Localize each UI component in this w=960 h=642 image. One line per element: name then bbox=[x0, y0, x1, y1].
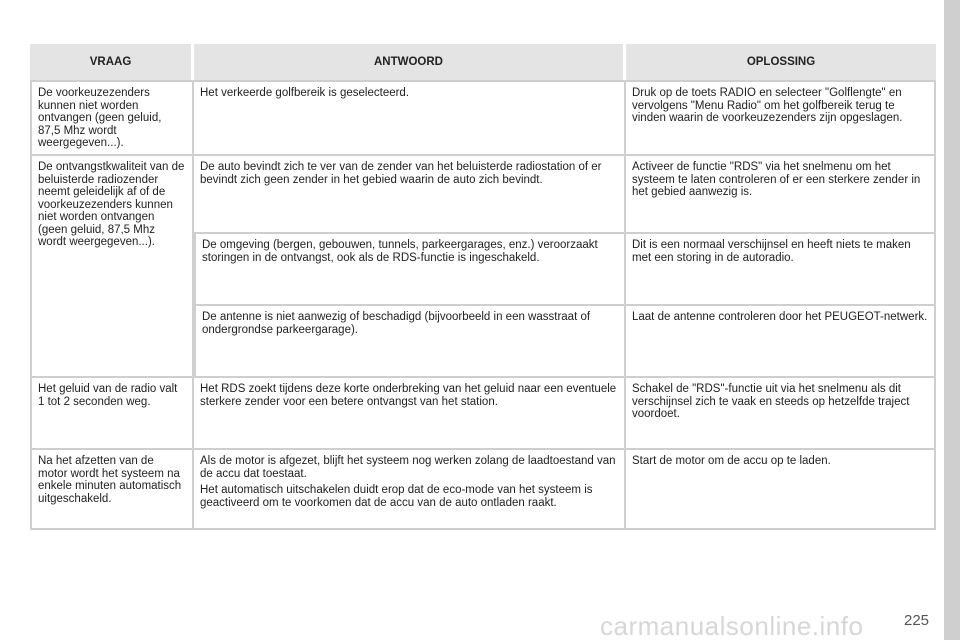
question-cell: De voorkeuzezenders kunnen niet worden ontvangen (geen geluid, 87,5 Mhz wordt weergegeven...). bbox=[30, 80, 194, 154]
answer-cell bbox=[194, 376, 626, 448]
page-edge-bar bbox=[944, 0, 960, 640]
answer-text: Het verkeerde golfbereik is geselecteerd. bbox=[200, 87, 410, 99]
table-row bbox=[30, 80, 936, 154]
answer-text: Het RDS zoekt tijdens deze korte onderbreking van het geluid naar een eventuele sterkere zender voor een betere ontvangst van het station. bbox=[200, 383, 617, 408]
watermark: carmanualsonline.info bbox=[600, 611, 864, 641]
table-row bbox=[30, 154, 936, 232]
column-header-answer: ANTWOORD bbox=[194, 44, 626, 80]
page-number: 225 bbox=[904, 612, 930, 629]
answer-text: Het automatisch uitschakelen duidt erop dat de eco-mode van het systeem is geactiveerd om te voorkomen dat de accu van de auto ontladen raakt. bbox=[200, 484, 593, 509]
table-row bbox=[30, 376, 936, 448]
solution-cell: Laat de antenne controleren door het PEUGEOT-netwerk. bbox=[626, 304, 936, 376]
question-cell: Na het afzetten van de motor wordt het systeem na enkele minuten automatisch uitgeschakeld. bbox=[30, 448, 194, 530]
answer-text: De auto bevindt zich te ver van de zender van het beluisterde radiostation of er bevindt zich geen zender in het gebied waarin de auto zich bevindt. bbox=[200, 161, 602, 186]
answer-text: De omgeving (bergen, gebouwen, tunnels, parkeergarages, enz.) veroorzaakt storingen in de ontvangst, ook als de RDS-functie is ingeschakeld. bbox=[202, 239, 598, 264]
question-cell: Het geluid van de radio valt 1 tot 2 seconden weg. bbox=[30, 376, 194, 448]
answer-cell bbox=[194, 232, 626, 304]
answer-cell bbox=[194, 80, 626, 154]
table-header-row bbox=[30, 44, 936, 80]
solution-cell: Dit is een normaal verschijnsel en heeft niets te maken met een storing in de autoradio. bbox=[626, 232, 936, 304]
answer-text: De antenne is niet aanwezig of beschadigd (bijvoorbeeld in een wasstraat of ondergrondse parkeergarage). bbox=[202, 311, 591, 336]
solution-cell: Druk op de toets RADIO en selecteer "Golflengte" en vervolgens "Menu Radio" om het golfbereik terug te vinden waarin de voorkeuzezenders zijn opgeslagen. bbox=[626, 80, 936, 154]
solution-cell: Start de motor om de accu op te laden. bbox=[626, 448, 936, 530]
question-cell: De ontvangstkwaliteit van de beluisterde radiozender neemt geleidelijk af of de voorkeuzezenders kunnen niet worden ontvangen (geen geluid, 87,5 Mhz wordt weergegeven...). bbox=[30, 154, 194, 376]
troubleshooting-table bbox=[30, 44, 936, 530]
solution-cell: Schakel de "RDS"-functie uit via het snelmenu als dit verschijnsel zich te vaak en steeds op hetzelfde traject voordoet. bbox=[626, 376, 936, 448]
table-row bbox=[30, 448, 936, 530]
answer-text: Als de motor is afgezet, blijft het systeem nog werken zolang de laadtoestand van de accu dat toestaat. bbox=[200, 455, 616, 480]
answer-cell bbox=[194, 154, 626, 232]
answer-cell bbox=[194, 304, 626, 376]
answer-cell bbox=[194, 448, 626, 530]
solution-cell: Activeer de functie "RDS" via het snelmenu om het systeem te laten controleren of er een sterkere zender in het gebied aanwezig is. bbox=[626, 154, 936, 232]
column-header-solution: OPLOSSING bbox=[626, 44, 936, 80]
column-header-question: VRAAG bbox=[30, 44, 194, 80]
